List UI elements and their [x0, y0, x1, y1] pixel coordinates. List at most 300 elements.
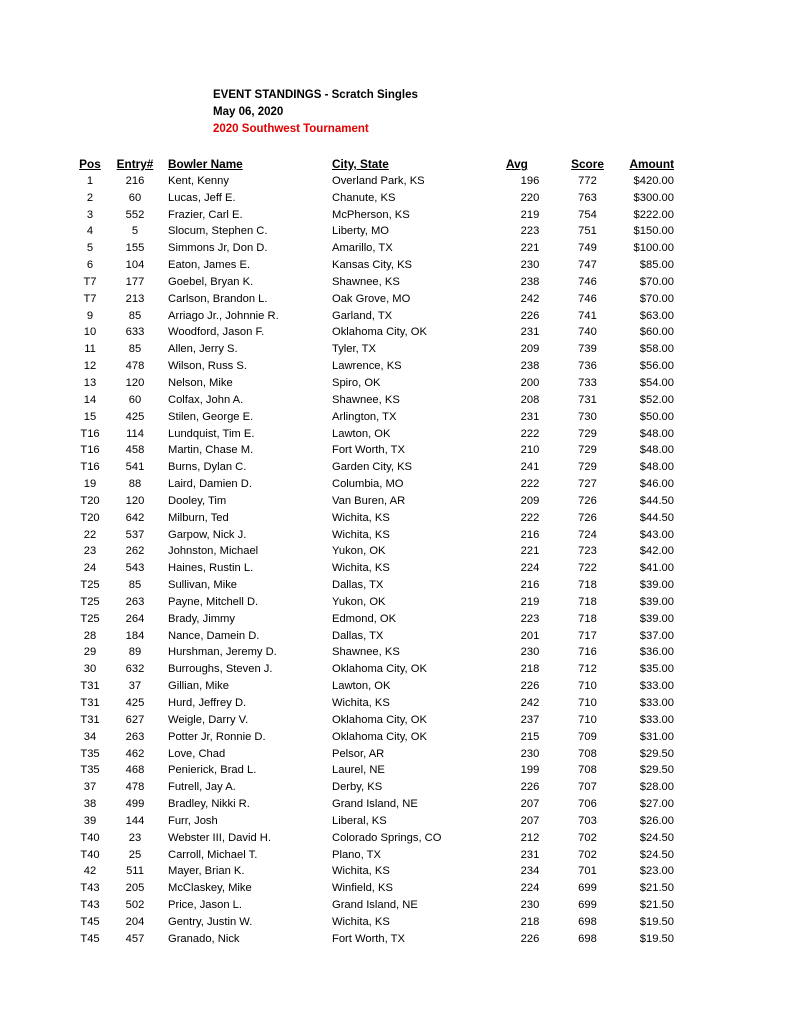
table-row [70, 863, 674, 880]
table-row [70, 779, 674, 796]
cell-avg: 230 [520, 899, 540, 912]
cell-amount: $70.00 [639, 292, 674, 305]
cell-amount: $33.00 [639, 680, 674, 693]
cell-pos: 42 [83, 865, 97, 878]
table-row [70, 661, 674, 678]
cell-avg: 242 [520, 697, 540, 709]
cell-amount: $21.50 [639, 882, 674, 895]
cell-entry: 425 [125, 410, 145, 423]
cell-amount: $44.50 [639, 494, 674, 507]
table-row [70, 847, 674, 864]
cell-pos: T31 [80, 680, 100, 693]
cell-city-state: Yukon, OK [332, 595, 386, 608]
cell-city-state: Wichita, KS [332, 511, 390, 524]
cell-city-state: Shawnee, KS [332, 393, 400, 406]
cell-pos: 12 [83, 360, 97, 373]
cell-score: 726 [578, 511, 597, 524]
cell-bowler-name: Arriago Jr., Johnnie R. [168, 309, 279, 322]
cell-score: 702 [578, 831, 597, 844]
cell-bowler-name: Eaton, James E. [168, 259, 251, 272]
cell-score: 746 [578, 292, 597, 305]
cell-score: 708 [578, 764, 597, 777]
cell-pos: T43 [80, 899, 100, 912]
cell-amount: $41.00 [639, 562, 674, 575]
cell-pos: T7 [83, 292, 97, 305]
cell-amount: $60.00 [639, 326, 674, 339]
standings-table [70, 156, 674, 948]
cell-bowler-name: Futrell, Jay A. [168, 781, 236, 794]
cell-amount: $48.00 [639, 444, 674, 457]
cell-score: 698 [578, 915, 597, 928]
cell-pos: 5 [86, 242, 94, 255]
cell-score: 718 [578, 612, 597, 625]
cell-city-state: Columbia, MO [332, 478, 404, 491]
cell-avg: 223 [520, 612, 540, 625]
cell-pos: T35 [80, 764, 100, 777]
cell-amount: $29.50 [639, 747, 674, 760]
cell-bowler-name: Woodford, Jason F. [168, 326, 265, 339]
table-row [70, 493, 674, 510]
cell-bowler-name: Granado, Nick [168, 932, 240, 945]
cell-bowler-name: Slocum, Stephen C. [168, 225, 268, 238]
cell-avg: 230 [520, 259, 540, 272]
cell-avg: 226 [520, 309, 540, 322]
cell-bowler-name: Simmons Jr, Don D. [168, 242, 268, 255]
cell-entry: 60 [128, 191, 142, 204]
table-row [70, 527, 674, 544]
table-row [70, 240, 674, 257]
cell-entry: 502 [125, 899, 145, 912]
cell-city-state: Wichita, KS [332, 697, 390, 709]
cell-city-state: Yukon, OK [332, 545, 386, 558]
cell-amount: $56.00 [639, 360, 674, 373]
cell-avg: 209 [520, 343, 540, 356]
cell-score: 749 [578, 242, 597, 255]
cell-bowler-name: Dooley, Tim [168, 494, 227, 507]
cell-avg: 216 [520, 579, 540, 592]
table-row [70, 274, 674, 291]
cell-bowler-name: Haines, Rustin L. [168, 562, 254, 575]
cell-pos: T25 [80, 595, 100, 608]
cell-entry: 457 [125, 932, 145, 945]
cell-city-state: Grand Island, NE [332, 899, 418, 912]
cell-amount: $50.00 [639, 410, 674, 423]
cell-score: 751 [578, 225, 597, 238]
cell-entry: 89 [128, 646, 142, 659]
cell-city-state: Wichita, KS [332, 528, 390, 541]
cell-pos: T40 [80, 831, 100, 844]
cell-pos: 13 [83, 376, 97, 389]
cell-city-state: Liberty, MO [332, 225, 389, 238]
cell-bowler-name: Love, Chad [168, 747, 226, 760]
cell-bowler-name: Lundquist, Tim E. [168, 427, 255, 440]
table-row [70, 594, 674, 611]
cell-amount: $43.00 [639, 528, 674, 541]
table-row [70, 897, 674, 914]
cell-amount: $100.00 [633, 242, 674, 255]
cell-entry: 204 [125, 915, 145, 928]
cell-avg: 238 [520, 275, 540, 288]
cell-entry: 88 [128, 478, 142, 491]
cell-bowler-name: Frazier, Carl E. [168, 208, 243, 221]
cell-avg: 221 [520, 242, 540, 255]
table-row [70, 476, 674, 493]
cell-entry: 468 [125, 764, 145, 777]
cell-score: 746 [578, 275, 597, 288]
cell-score: 709 [578, 730, 597, 743]
table-row [70, 712, 674, 729]
cell-city-state: Oklahoma City, OK [332, 663, 427, 676]
cell-city-state: Wichita, KS [332, 865, 390, 878]
cell-score: 741 [578, 309, 597, 322]
cell-amount: $46.00 [639, 478, 674, 491]
table-row [70, 931, 674, 948]
cell-amount: $63.00 [639, 309, 674, 322]
cell-pos: T20 [80, 511, 100, 524]
cell-avg: 210 [520, 444, 540, 457]
cell-avg: 200 [520, 376, 540, 389]
cell-bowler-name: Stilen, George E. [168, 410, 254, 423]
cell-city-state: Overland Park, KS [332, 174, 425, 187]
cell-pos: 39 [83, 814, 97, 827]
cell-amount: $36.00 [639, 646, 674, 659]
cell-pos: T43 [80, 882, 100, 895]
cell-amount: $21.50 [639, 899, 674, 912]
table-row [70, 830, 674, 847]
cell-avg: 216 [520, 528, 540, 541]
cell-entry: 213 [125, 292, 145, 305]
table-row [70, 375, 674, 392]
cell-pos: T31 [80, 713, 100, 726]
cell-avg: 219 [520, 208, 540, 221]
cell-city-state: Lawton, OK [332, 680, 391, 693]
cell-avg: 222 [520, 427, 540, 440]
cell-amount: $39.00 [639, 612, 674, 625]
cell-score: 712 [578, 663, 597, 676]
cell-pos: 6 [86, 259, 94, 272]
column-header-pos: Pos [79, 157, 101, 171]
cell-city-state: Liberal, KS [332, 814, 387, 827]
column-header-amount: Amount [629, 157, 674, 171]
cell-avg: 208 [520, 393, 540, 406]
table-row [70, 762, 674, 779]
cell-city-state: Lawton, OK [332, 427, 391, 440]
cell-pos: 22 [83, 528, 97, 541]
cell-pos: T16 [80, 444, 100, 457]
cell-bowler-name: Lucas, Jeff E. [168, 191, 236, 204]
table-row [70, 190, 674, 207]
table-row [70, 695, 674, 712]
cell-avg: 224 [520, 882, 540, 895]
cell-pos: 29 [83, 646, 97, 659]
cell-city-state: Wichita, KS [332, 562, 390, 575]
cell-city-state: Fort Worth, TX [332, 932, 405, 945]
cell-entry: 120 [125, 376, 145, 389]
cell-entry: 543 [125, 562, 145, 575]
cell-pos: 4 [86, 225, 94, 238]
cell-entry: 263 [125, 730, 145, 743]
cell-bowler-name: Nance, Damein D. [168, 629, 260, 642]
cell-amount: $24.50 [639, 831, 674, 844]
table-row [70, 426, 674, 443]
cell-city-state: Oak Grove, MO [332, 292, 411, 305]
cell-bowler-name: Burns, Dylan C. [168, 461, 247, 474]
cell-avg: 231 [520, 410, 540, 423]
cell-avg: 226 [520, 932, 540, 945]
cell-avg: 207 [520, 814, 540, 827]
cell-score: 706 [578, 798, 597, 811]
cell-city-state: Tyler, TX [332, 343, 376, 356]
cell-pos: 11 [84, 343, 96, 356]
column-header-score: Score [571, 157, 604, 171]
cell-avg: 215 [520, 730, 540, 743]
cell-score: 710 [578, 680, 597, 693]
cell-amount: $48.00 [639, 427, 674, 440]
cell-entry: 23 [128, 831, 142, 844]
cell-avg: 222 [520, 478, 540, 491]
table-row [70, 746, 674, 763]
cell-amount: $420.00 [633, 174, 674, 187]
cell-entry: 264 [125, 612, 145, 625]
cell-entry: 85 [128, 579, 142, 592]
cell-bowler-name: Penierick, Brad L. [168, 764, 257, 777]
cell-bowler-name: Bradley, Nikki R. [168, 798, 250, 811]
cell-city-state: Lawrence, KS [332, 360, 402, 373]
cell-bowler-name: Garpow, Nick J. [168, 528, 247, 541]
cell-entry: 216 [125, 174, 145, 187]
cell-city-state: Garden City, KS [332, 461, 412, 474]
cell-entry: 537 [125, 528, 145, 541]
table-row [70, 173, 674, 190]
document-header [213, 87, 418, 138]
cell-bowler-name: Johnston, Michael [168, 545, 259, 558]
cell-pos: T40 [80, 848, 100, 861]
cell-amount: $58.00 [639, 343, 674, 356]
cell-pos: T45 [80, 915, 100, 928]
cell-score: 710 [578, 697, 597, 709]
cell-amount: $300.00 [633, 191, 674, 204]
cell-bowler-name: Sullivan, Mike [168, 579, 238, 592]
cell-pos: 2 [86, 191, 94, 204]
cell-amount: $37.00 [639, 629, 674, 642]
column-header-entry: Entry# [116, 157, 154, 171]
cell-entry: 541 [125, 461, 145, 474]
cell-bowler-name: Price, Jason L. [168, 899, 242, 912]
cell-city-state: Wichita, KS [332, 915, 390, 928]
cell-entry: 642 [125, 511, 145, 524]
table-row [70, 914, 674, 931]
cell-amount: $31.00 [639, 730, 674, 743]
cell-amount: $39.00 [639, 579, 674, 592]
cell-avg: 231 [520, 848, 540, 861]
cell-avg: 222 [520, 511, 540, 524]
cell-city-state: Shawnee, KS [332, 275, 400, 288]
cell-entry: 263 [125, 595, 145, 608]
cell-amount: $35.00 [639, 663, 674, 676]
cell-bowler-name: Weigle, Darry V. [168, 713, 249, 726]
cell-bowler-name: Gentry, Justin W. [168, 915, 253, 928]
cell-amount: $24.50 [639, 848, 674, 861]
cell-entry: 462 [125, 747, 145, 760]
cell-pos: 10 [83, 326, 97, 339]
cell-avg: 209 [520, 494, 540, 507]
cell-entry: 458 [125, 444, 145, 457]
cell-avg: 231 [520, 326, 540, 339]
table-row [70, 644, 674, 661]
table-row [70, 577, 674, 594]
cell-pos: 19 [83, 478, 97, 491]
cell-bowler-name: Furr, Josh [168, 814, 218, 827]
cell-city-state: Amarillo, TX [332, 242, 393, 255]
cell-entry: 60 [128, 393, 142, 406]
cell-city-state: Garland, TX [332, 309, 393, 322]
cell-bowler-name: Kent, Kenny [168, 174, 229, 187]
cell-avg: 230 [520, 747, 540, 760]
cell-score: 716 [578, 646, 597, 659]
cell-entry: 5 [131, 225, 139, 238]
cell-bowler-name: Goebel, Bryan K. [168, 275, 254, 288]
cell-city-state: Edmond, OK [332, 612, 397, 625]
table-row [70, 442, 674, 459]
cell-score: 729 [578, 427, 597, 440]
table-row [70, 628, 674, 645]
table-row [70, 223, 674, 240]
cell-score: 724 [578, 528, 597, 541]
cell-pos: T25 [80, 612, 100, 625]
table-row [70, 611, 674, 628]
cell-pos: 34 [83, 730, 97, 743]
cell-bowler-name: Colfax, John A. [168, 393, 244, 406]
cell-city-state: Colorado Springs, CO [332, 831, 442, 844]
cell-pos: T16 [80, 461, 100, 474]
cell-amount: $19.50 [639, 932, 674, 945]
cell-city-state: Arlington, TX [332, 410, 397, 423]
cell-entry: 205 [125, 882, 145, 895]
cell-pos: T7 [83, 275, 97, 288]
cell-amount: $27.00 [639, 798, 674, 811]
cell-city-state: Laurel, NE [332, 764, 385, 777]
table-row [70, 308, 674, 325]
cell-amount: $85.00 [639, 259, 674, 272]
cell-avg: 241 [520, 461, 540, 474]
cell-avg: 221 [520, 545, 540, 558]
cell-bowler-name: Mayer, Brian K. [168, 865, 245, 878]
cell-pos: T16 [80, 427, 100, 440]
table-row [70, 207, 674, 224]
cell-entry: 425 [125, 697, 145, 709]
cell-avg: 230 [520, 646, 540, 659]
cell-entry: 144 [125, 814, 145, 827]
cell-city-state: Pelsor, AR [332, 747, 385, 760]
cell-bowler-name: McClaskey, Mike [168, 882, 252, 895]
cell-bowler-name: Nelson, Mike [168, 376, 233, 389]
table-row [70, 392, 674, 409]
cell-bowler-name: Burroughs, Steven J. [168, 663, 273, 676]
cell-pos: T20 [80, 494, 100, 507]
cell-city-state: Grand Island, NE [332, 798, 418, 811]
cell-score: 707 [578, 781, 597, 794]
cell-entry: 632 [125, 663, 145, 676]
cell-amount: $39.00 [639, 595, 674, 608]
cell-entry: 114 [126, 427, 144, 440]
cell-entry: 511 [126, 865, 144, 878]
table-header-row [70, 156, 674, 173]
cell-pos: T25 [80, 579, 100, 592]
cell-score: 701 [578, 865, 597, 878]
table-row [70, 678, 674, 695]
cell-amount: $28.00 [639, 781, 674, 794]
cell-city-state: Oklahoma City, OK [332, 713, 427, 726]
standings-body [70, 173, 674, 948]
cell-amount: $33.00 [639, 697, 674, 709]
cell-bowler-name: Laird, Damien D. [168, 478, 252, 491]
cell-bowler-name: Hurshman, Jeremy D. [168, 646, 277, 659]
cell-city-state: Derby, KS [332, 781, 383, 794]
cell-bowler-name: Wilson, Russ S. [168, 360, 247, 373]
table-row [70, 729, 674, 746]
cell-score: 710 [578, 713, 597, 726]
cell-avg: 237 [520, 713, 540, 726]
cell-score: 723 [578, 545, 597, 558]
cell-entry: 85 [128, 343, 142, 356]
cell-score: 763 [578, 191, 597, 204]
cell-pos: 37 [83, 781, 97, 794]
cell-avg: 223 [520, 225, 540, 238]
cell-amount: $29.50 [639, 764, 674, 777]
event-title: EVENT STANDINGS - Scratch Singles [213, 89, 418, 101]
table-row [70, 341, 674, 358]
cell-entry: 552 [125, 208, 145, 221]
cell-city-state: Dallas, TX [332, 629, 384, 642]
cell-avg: 201 [520, 629, 540, 642]
table-row [70, 813, 674, 830]
cell-score: 718 [578, 595, 597, 608]
table-row [70, 409, 674, 426]
table-row [70, 459, 674, 476]
cell-bowler-name: Allen, Jerry S. [168, 343, 238, 356]
cell-bowler-name: Hurd, Jeffrey D. [168, 697, 247, 709]
cell-pos: 30 [83, 663, 97, 676]
cell-score: 754 [578, 208, 597, 221]
cell-score: 699 [578, 882, 597, 895]
cell-amount: $150.00 [633, 225, 674, 238]
cell-bowler-name: Carroll, Michael T. [168, 848, 258, 861]
cell-amount: $33.00 [639, 713, 674, 726]
cell-city-state: Winfield, KS [332, 882, 393, 895]
cell-entry: 184 [125, 629, 145, 642]
cell-entry: 155 [125, 242, 145, 255]
tournament-name: 2020 Southwest Tournament [213, 123, 369, 135]
cell-score: 717 [578, 629, 597, 642]
column-header-name: Bowler Name [168, 157, 243, 171]
cell-entry: 478 [125, 781, 145, 794]
cell-entry: 37 [128, 680, 142, 693]
cell-score: 708 [578, 747, 597, 760]
cell-city-state: Kansas City, KS [332, 259, 412, 272]
cell-city-state: Dallas, TX [332, 579, 384, 592]
cell-entry: 262 [125, 545, 145, 558]
cell-score: 736 [578, 360, 597, 373]
cell-score: 702 [578, 848, 597, 861]
cell-avg: 224 [520, 562, 540, 575]
cell-bowler-name: Payne, Mitchell D. [168, 595, 259, 608]
cell-avg: 234 [520, 865, 540, 878]
cell-pos: 3 [86, 208, 94, 221]
cell-city-state: McPherson, KS [332, 208, 410, 221]
cell-score: 731 [578, 393, 597, 406]
cell-bowler-name: Brady, Jimmy [168, 612, 235, 625]
cell-score: 730 [578, 410, 597, 423]
